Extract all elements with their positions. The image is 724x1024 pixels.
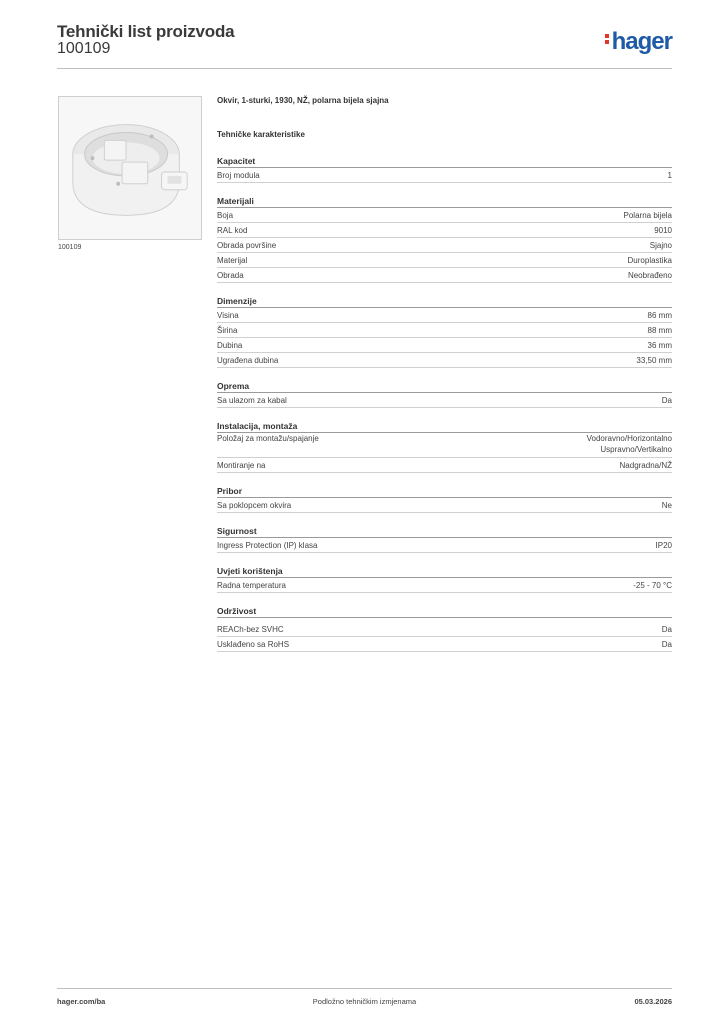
section-uvjeti xyxy=(217,566,672,593)
spec-value: IP20 xyxy=(655,541,672,550)
spec-row xyxy=(217,308,672,323)
spec-row xyxy=(217,433,672,458)
section-oprema xyxy=(217,381,672,408)
document-title: Tehnički list proizvoda xyxy=(57,22,235,41)
section-title: Materijali xyxy=(217,196,672,208)
page-header xyxy=(57,22,672,68)
section-title: Kapacitet xyxy=(217,156,672,168)
spec-row xyxy=(217,458,672,473)
product-name: Okvir, 1-sturki, 1930, NŽ, polarna bijela sjajna xyxy=(217,96,389,105)
footer-date: 05.03.2026 xyxy=(634,997,672,1006)
specification-content xyxy=(217,96,672,652)
spec-row xyxy=(217,578,672,593)
spec-label: Dubina xyxy=(217,341,243,350)
spec-label: Ugrađena dubina xyxy=(217,356,279,365)
spec-row xyxy=(217,238,672,253)
spec-value: Neobrađeno xyxy=(627,271,672,280)
document-number: 100109 xyxy=(57,40,111,57)
product-frame-illustration xyxy=(59,97,201,239)
footer-website-link[interactable]: hager.com/ba xyxy=(57,997,106,1006)
spec-value-line: Vodoravno/Horizontalno xyxy=(586,434,672,443)
section-pribor xyxy=(217,486,672,513)
spec-label: Materijal xyxy=(217,256,248,265)
spec-label: Sa poklopcem okvira xyxy=(217,501,292,510)
spec-value: Ne xyxy=(661,501,672,510)
technical-characteristics-heading: Tehničke karakteristike xyxy=(217,130,305,139)
spec-label: Visina xyxy=(217,311,239,320)
spec-row xyxy=(217,323,672,338)
spec-label: REACh-bez SVHC xyxy=(217,625,284,634)
spec-row xyxy=(217,393,672,408)
footer-divider xyxy=(57,988,672,989)
spec-value: Da xyxy=(661,640,672,649)
spec-row xyxy=(217,622,672,637)
spec-row xyxy=(217,338,672,353)
section-title: Instalacija, montaža xyxy=(217,421,672,433)
section-sigurnost xyxy=(217,526,672,553)
product-image xyxy=(58,96,202,240)
spec-label: Broj modula xyxy=(217,171,260,180)
section-instalacija xyxy=(217,421,672,473)
spec-value: Polarna bijela xyxy=(623,211,672,220)
spec-row xyxy=(217,637,672,652)
spec-value: Sjajno xyxy=(649,241,672,250)
spec-value: Da xyxy=(661,625,672,634)
section-title: Dimenzije xyxy=(217,296,672,308)
section-title: Uvjeti korištenja xyxy=(217,566,672,578)
spec-row xyxy=(217,268,672,283)
spec-row xyxy=(217,208,672,223)
spec-value: Duroplastika xyxy=(627,256,672,265)
spec-label: Širina xyxy=(217,326,238,335)
header-divider xyxy=(57,68,672,69)
logo-dots-icon xyxy=(605,32,610,46)
spec-label: Obrada xyxy=(217,271,244,280)
section-title: Oprema xyxy=(217,381,672,393)
spec-row xyxy=(217,353,672,368)
spec-label: Sa ulazom za kabal xyxy=(217,396,287,405)
spec-value: 33,50 mm xyxy=(636,356,672,365)
spec-row xyxy=(217,253,672,268)
section-dimenzije xyxy=(217,296,672,368)
section-title: Sigurnost xyxy=(217,526,672,538)
spec-label: Obrada površine xyxy=(217,241,277,250)
spec-value: 86 mm xyxy=(647,311,672,320)
spec-row xyxy=(217,538,672,553)
spec-label: Boja xyxy=(217,211,234,220)
spec-label: Radna temperatura xyxy=(217,581,286,590)
spec-label: RAL kod xyxy=(217,226,248,235)
spec-label: Položaj za montažu/spajanje xyxy=(217,434,319,443)
section-materijali xyxy=(217,196,672,283)
spec-value: 36 mm xyxy=(647,341,672,350)
spec-value: Da xyxy=(661,396,672,405)
spec-label: Montiranje na xyxy=(217,461,266,470)
spec-value: 88 mm xyxy=(647,326,672,335)
hager-logo xyxy=(605,28,672,56)
logo-text: hager xyxy=(611,28,672,55)
spec-value-line: Uspravno/Vertikalno xyxy=(600,444,672,454)
spec-value: Nadgradna/NŽ xyxy=(619,461,672,470)
footer-note: Podložno tehničkim izmjenama xyxy=(312,997,417,1006)
image-caption: 100109 xyxy=(58,244,82,251)
section-odrzivost xyxy=(217,606,672,652)
spec-label: Usklađeno sa RoHS xyxy=(217,640,290,649)
spec-value xyxy=(587,434,672,455)
section-kapacitet xyxy=(217,156,672,183)
spec-row xyxy=(217,168,672,183)
spec-value: 1 xyxy=(667,171,672,180)
spec-value: -25 - 70 °C xyxy=(633,581,672,590)
spec-row xyxy=(217,223,672,238)
section-title: Održivost xyxy=(217,606,672,618)
spec-label: Ingress Protection (IP) klasa xyxy=(217,541,318,550)
spec-row xyxy=(217,498,672,513)
spec-value: 9010 xyxy=(654,226,672,235)
section-title: Pribor xyxy=(217,486,672,498)
